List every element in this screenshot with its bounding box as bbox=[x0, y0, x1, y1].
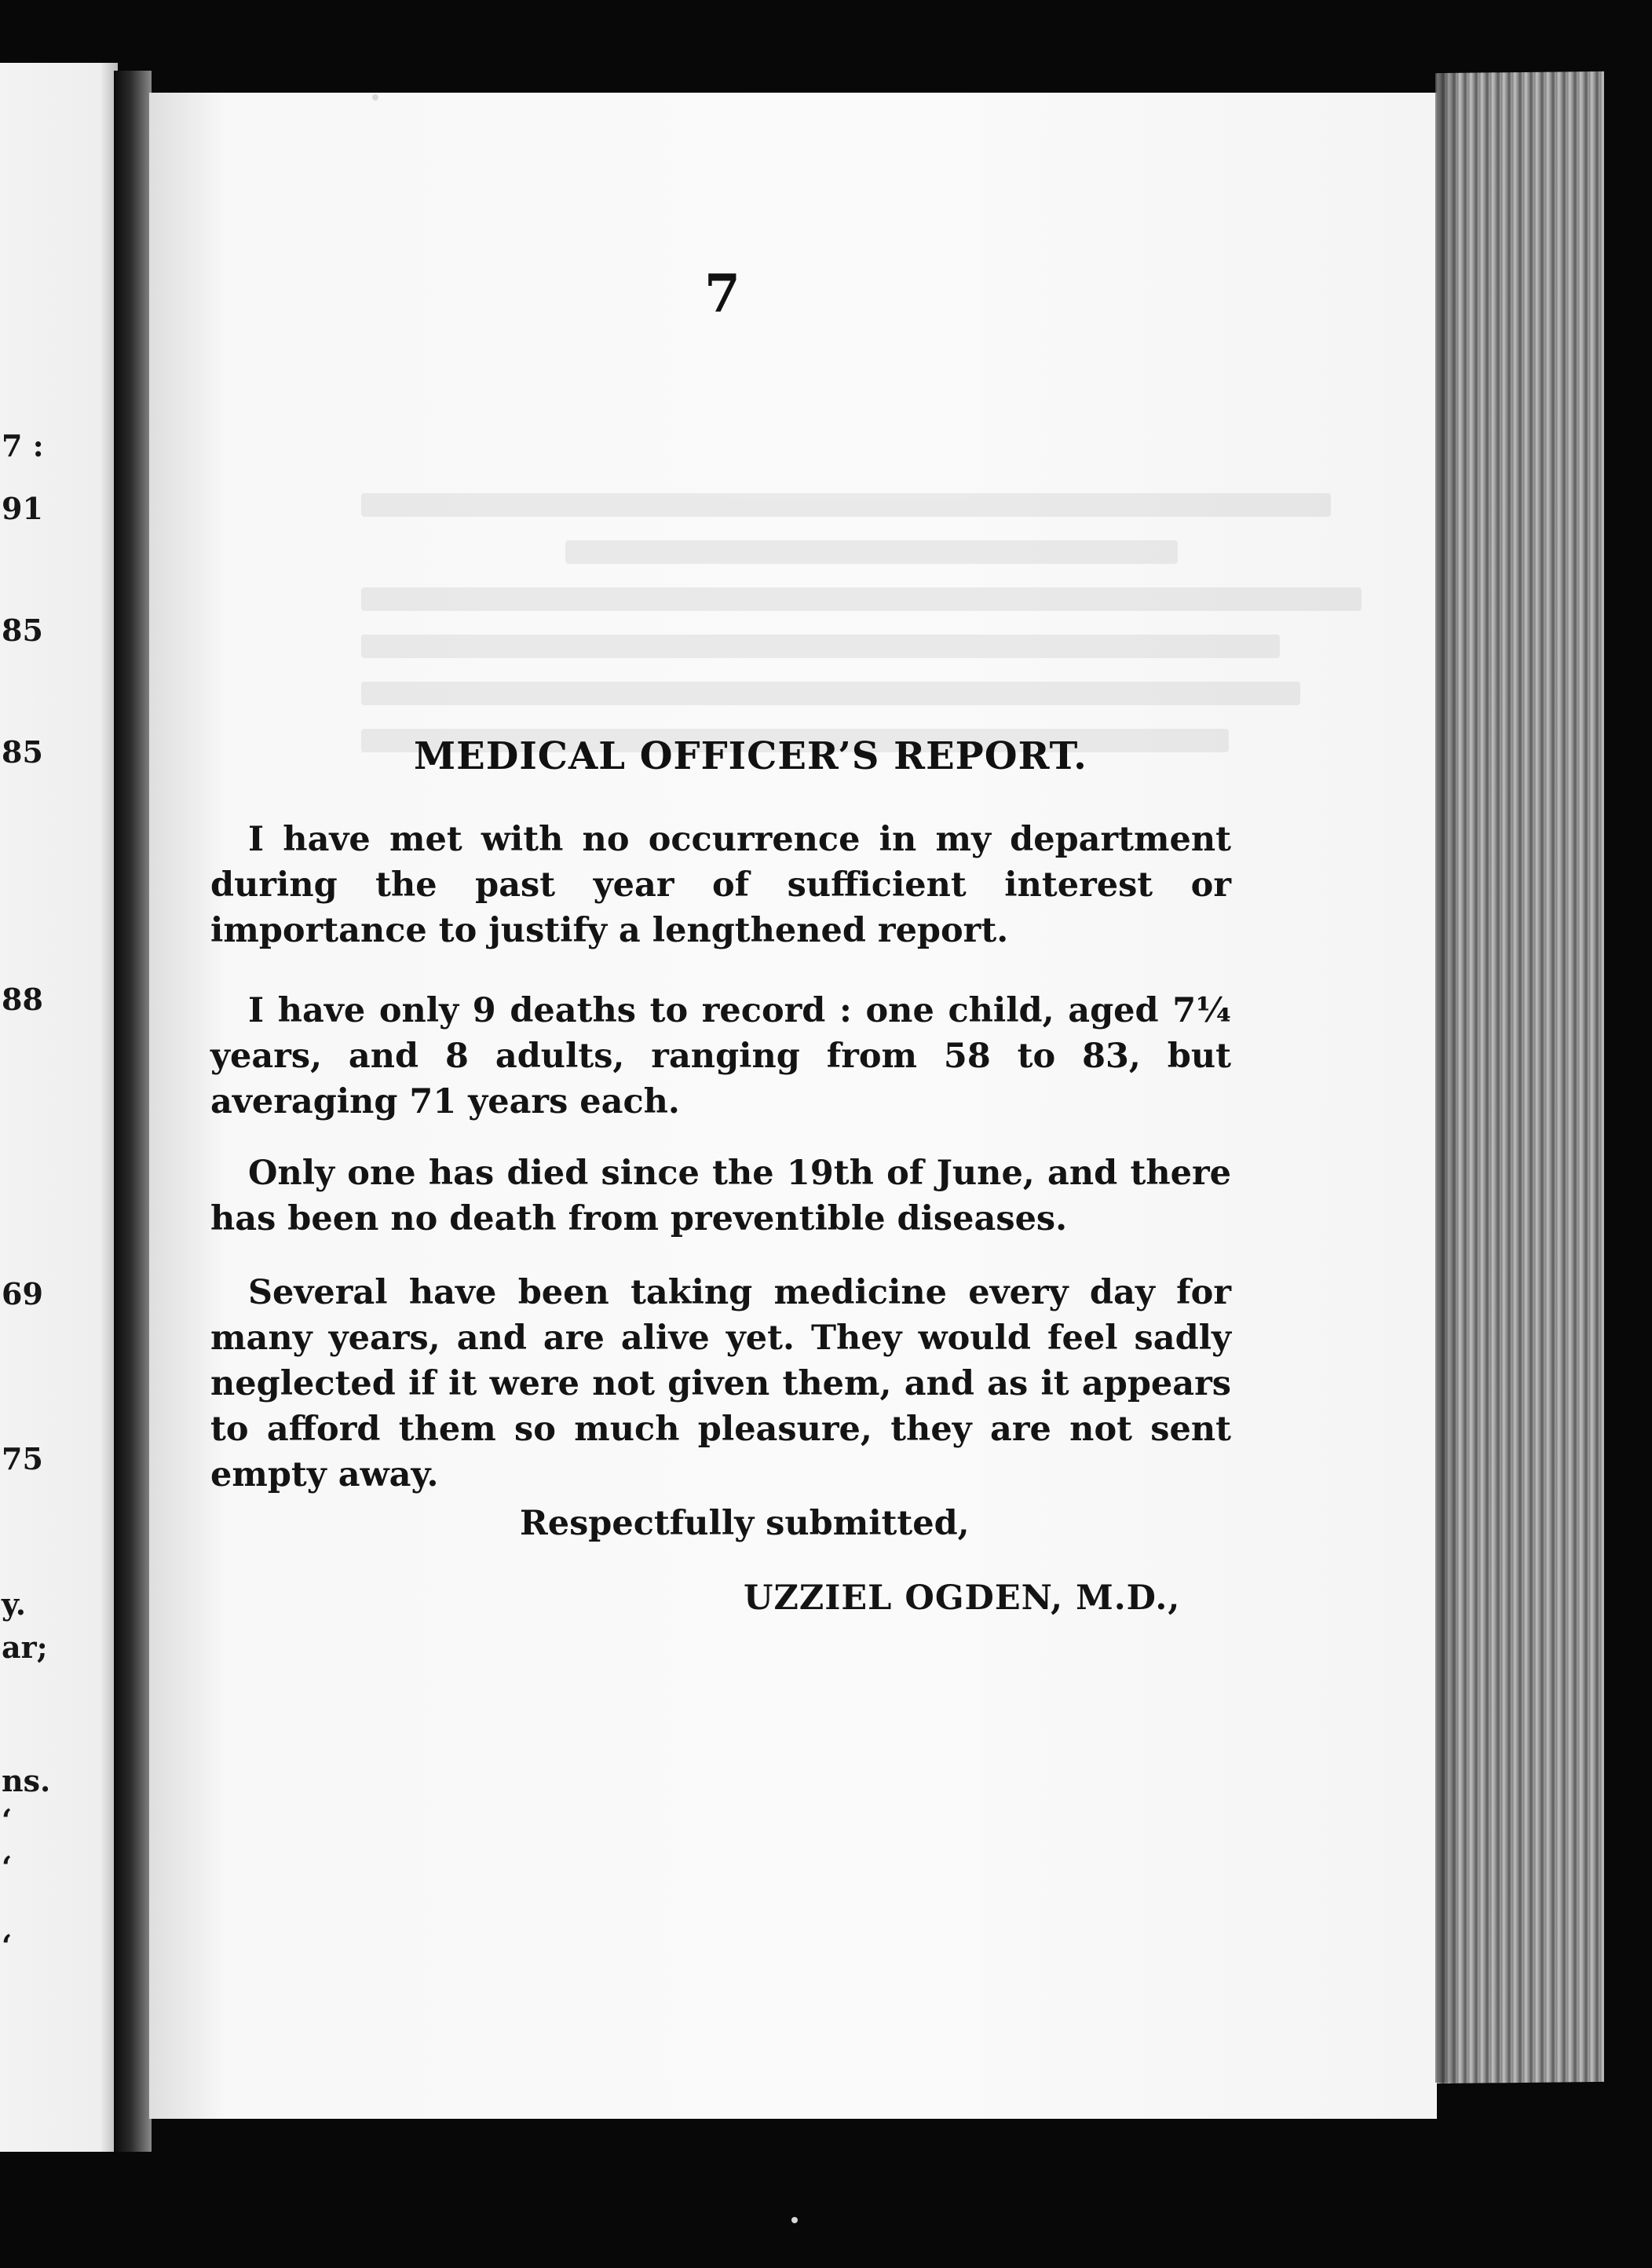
left-fragment: 69 bbox=[2, 1276, 43, 1311]
left-fragment: ar; bbox=[2, 1630, 48, 1665]
left-page-fragments bbox=[0, 63, 118, 2152]
left-fragment: ‘ bbox=[2, 1802, 13, 1838]
report-paragraph: I have met with no occurrence in my department during the past year of sufficient interest or importance to justify a lengthened report. bbox=[210, 820, 1231, 950]
report-paragraph: Several have been taking medicine every day for many years, and are alive yet. They would feel sadly neglected if it were not given them, and as it appears to afford them so much pleasure, they are not sent empty away. bbox=[210, 1273, 1231, 1494]
book-page-edges bbox=[1435, 71, 1604, 2083]
dust-speck bbox=[372, 94, 378, 101]
signature: UZZIEL OGDEN, M.D., bbox=[744, 1578, 1181, 1618]
report-paragraph: I have only 9 deaths to record : one child, aged 7¼ years, and 8 adults, ranging from 58 to 83, but averaging 71 years each. bbox=[210, 991, 1231, 1121]
left-fragment: 7 : bbox=[2, 428, 44, 463]
left-facing-page bbox=[0, 63, 118, 2152]
report-paragraph: Only one has died since the 19th of June, and there has been no death from preventible diseases. bbox=[210, 1154, 1231, 1238]
left-fragment: 88 bbox=[2, 982, 43, 1017]
left-fragment: 85 bbox=[2, 734, 43, 770]
left-fragment: 75 bbox=[2, 1441, 43, 1476]
book-gutter bbox=[114, 71, 152, 2152]
page-number: 7 bbox=[704, 263, 740, 324]
closing-line: Respectfully submitted, bbox=[520, 1504, 970, 1543]
report-title: MEDICAL OFFICER’S REPORT. bbox=[414, 734, 1087, 778]
page-edge-shadow bbox=[1435, 72, 1459, 2083]
left-fragment: ‘ bbox=[2, 1928, 13, 1963]
dust-speck bbox=[791, 2217, 798, 2223]
left-fragment: ‘ bbox=[2, 1849, 13, 1885]
left-fragment: 91 bbox=[2, 491, 43, 526]
left-fragment: 85 bbox=[2, 613, 43, 648]
left-fragment: y. bbox=[2, 1586, 26, 1622]
left-fragment: ns. bbox=[2, 1763, 51, 1798]
